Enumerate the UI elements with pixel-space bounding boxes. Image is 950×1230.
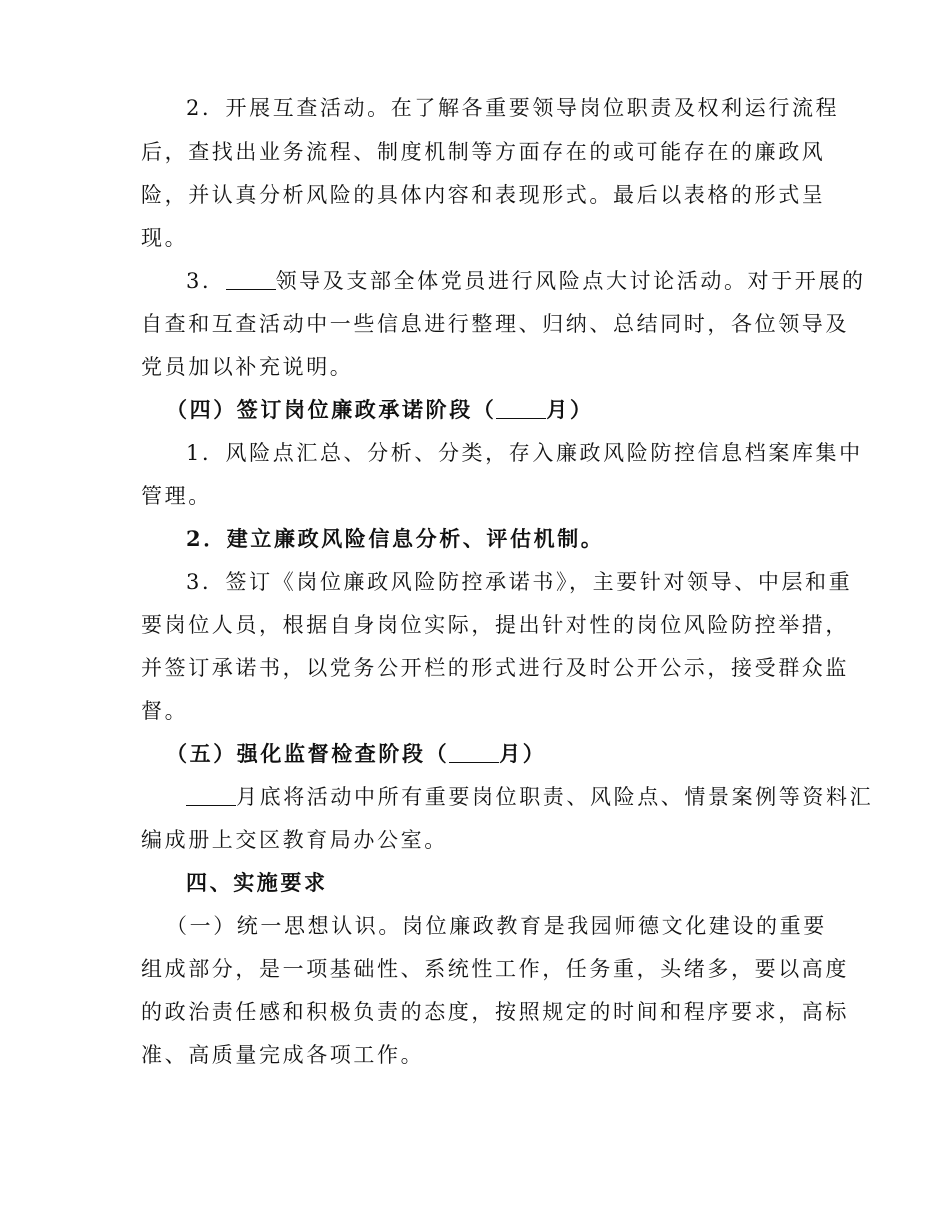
paragraph-line [186, 266, 866, 296]
paragraph-line: 并签订承诺书，以党务公开栏的形式进行及时公开公示，接受群众监 [141, 656, 849, 680]
section-heading [166, 739, 546, 769]
paragraph-line: 党员加以补充说明。 [141, 355, 354, 379]
paragraph-line: 1．风险点汇总、分析、分类，存入廉政风险防控信息档案库集中 [186, 441, 863, 465]
paragraph-line: 要岗位人员，根据自身岗位实际，提出针对性的岗位风险防控举措， [141, 613, 849, 637]
paragraph-line: 编成册上交区教育局办公室。 [141, 828, 448, 852]
heading-text: 月） [499, 741, 547, 766]
heading-text: 月） [546, 397, 594, 422]
heading-text: （四）签订岗位廉政承诺阶段（ [166, 397, 497, 422]
fill-blank [186, 785, 236, 806]
section-heading [166, 395, 594, 425]
section-heading: 四、实施要求 [186, 870, 328, 895]
paragraph-line: 自查和互查活动中一些信息进行整理、归纳、总结同时，各位领导及 [141, 312, 849, 336]
fill-blank [449, 742, 499, 763]
bold-item: 2．建立廉政风险信息分析、评估机制。 [186, 526, 605, 551]
paragraph-line: （一）统一思想认识。岗位廉政教育是我园师德文化建设的重要 [166, 914, 827, 938]
paragraph-line: 险，并认真分析风险的具体内容和表现形式。最后以表格的形式呈 [141, 183, 826, 207]
paragraph-text: 月底将活动中所有重要岗位职责、风险点、情景案例等资料汇 [236, 785, 874, 809]
paragraph-line: 现。 [141, 226, 189, 250]
fill-blank [496, 398, 546, 419]
paragraph-line: 组成部分，是一项基础性、系统性工作，任务重，头绪多，要以高度 [141, 957, 849, 981]
paragraph-line: 后，查找出业务流程、制度机制等方面存在的或可能存在的廉政风 [141, 140, 826, 164]
paragraph-text: 领导及支部全体党员进行风险点大讨论活动。对于开展的 [275, 269, 866, 293]
paragraph-line: 的政治责任感和积极负责的态度，按照规定的时间和程序要求，高标 [141, 1000, 849, 1024]
paragraph-line: 督。 [141, 699, 189, 723]
paragraph-line: 管理。 [141, 484, 212, 508]
paragraph-line [186, 782, 873, 812]
paragraph-line: 2．开展互查活动。在了解各重要领导岗位职责及权利运行流程 [186, 96, 840, 120]
paragraph-line: 准、高质量完成各项工作。 [141, 1043, 425, 1067]
fill-blank [226, 269, 276, 290]
item-number: 3． [186, 269, 226, 293]
paragraph-line: 3．签订《岗位廉政风险防控承诺书》，主要针对领导、中层和重 [186, 570, 853, 594]
heading-text: （五）强化监督检查阶段（ [166, 741, 450, 766]
